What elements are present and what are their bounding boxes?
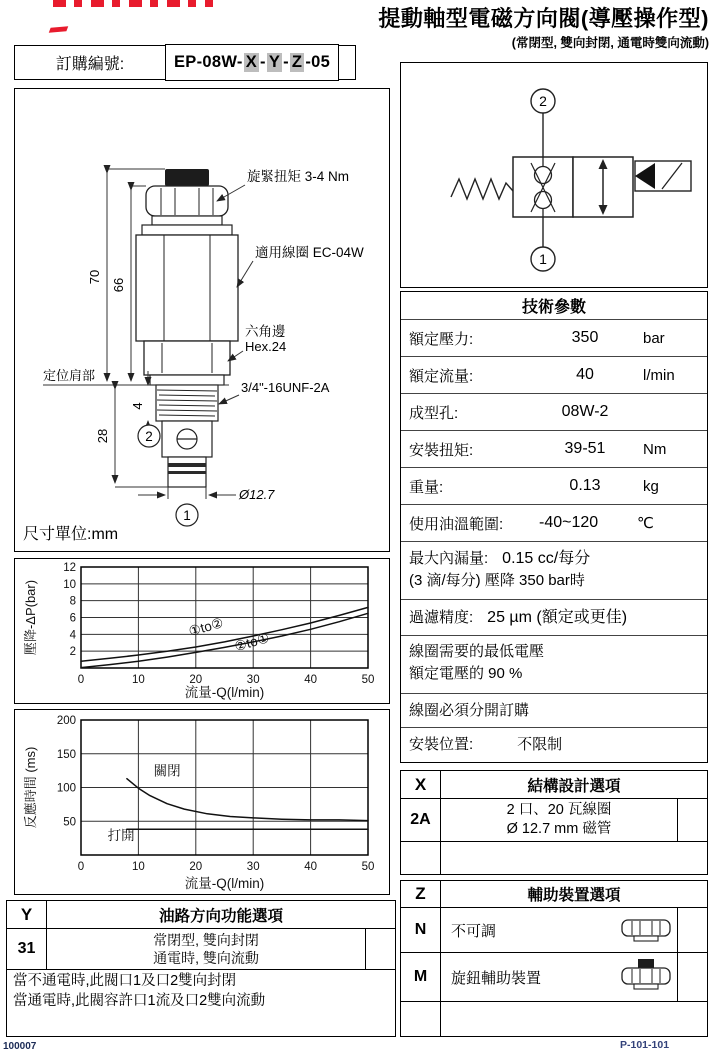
tech-label: 重量:	[409, 478, 444, 496]
y-row-code: 31	[7, 929, 47, 969]
tech-label: 安裝扭矩:	[409, 441, 474, 459]
page-subtitle: (常閉型, 雙向封閉, 通電時雙向流動)	[511, 36, 709, 50]
y-table-note	[7, 969, 395, 1013]
svg-text:200: 200	[56, 715, 76, 727]
order-code-sep2: -	[283, 53, 289, 71]
schematic-port-2: 2	[539, 93, 547, 109]
z-row-n-code: N	[401, 908, 441, 952]
leak-value: 0.15 cc/每分	[502, 550, 591, 567]
svg-text:50: 50	[361, 861, 375, 873]
tech-row-leakage	[401, 541, 707, 599]
order-code-z: Z	[291, 53, 303, 71]
footer-right-fragment	[620, 1035, 710, 1051]
svg-text:30: 30	[246, 861, 260, 873]
spring-symbol	[451, 179, 513, 199]
order-code-x: X	[245, 53, 258, 71]
y-row-tail-cell	[365, 929, 395, 969]
svg-text:關閉: 關閉	[153, 763, 181, 779]
tech-value: 0.13	[569, 477, 601, 494]
z-row-n-tail	[677, 908, 707, 952]
svg-text:壓降-ΔP(bar): 壓降-ΔP(bar)	[23, 579, 38, 656]
response-time-chart-box	[14, 709, 390, 895]
tech-row-coil-order	[401, 693, 707, 727]
tech-label: 額定壓力:	[409, 330, 474, 348]
hex-label: 六角邊	[245, 324, 286, 339]
mount-label: 安裝位置:	[409, 735, 474, 753]
svg-text:0: 0	[77, 861, 85, 873]
footer-left-fragment	[3, 1036, 113, 1052]
footer-right-text: P-101-101	[620, 1039, 670, 1051]
order-number-box	[14, 45, 356, 80]
x-table-title: 結構設計選項	[527, 777, 621, 795]
x-table-row-2a	[401, 798, 707, 841]
filter-value: 25 µm (額定或更佳)	[487, 608, 628, 626]
svg-text:8: 8	[69, 595, 76, 608]
valve-schematic	[401, 63, 706, 285]
svg-text:40: 40	[304, 674, 317, 686]
z-row-m-tail	[677, 953, 707, 1001]
svg-text:30: 30	[246, 674, 260, 686]
pressure-drop-chart-box	[14, 558, 390, 704]
svg-text:40: 40	[304, 861, 317, 873]
x-row-description	[441, 799, 677, 841]
x-row-line1: 2 口、20 瓦線圈	[506, 802, 612, 819]
z-table-code: Z	[401, 881, 441, 907]
voltage-line2: 額定電壓的 90 %	[409, 664, 523, 682]
order-code-y: Y	[268, 53, 281, 71]
page-title: 提動軸型電磁方向閥(導壓操作型)	[378, 6, 709, 31]
tech-value: 40	[576, 366, 594, 383]
svg-text:10: 10	[132, 674, 145, 686]
torque-label: 旋緊扭矩 3-4 Nm	[247, 169, 350, 184]
x-table-code: X	[401, 771, 441, 798]
svg-text:①to②: ①to②	[186, 614, 226, 640]
footer-left-text: 100007	[3, 1041, 37, 1052]
z-row-n-content	[441, 908, 677, 952]
x-option-table	[400, 770, 708, 875]
y-row-line1: 常閉型, 雙向封閉	[153, 931, 259, 948]
x-empty-code	[401, 842, 441, 874]
z-row-m-content	[441, 953, 677, 1001]
unit-note: 尺寸單位:mm	[23, 526, 119, 543]
svg-text:②to①: ②to①	[232, 630, 272, 655]
y-table-title: 油路方向功能選項	[158, 907, 283, 925]
order-code-prefix: EP-08W-	[174, 53, 243, 71]
dim-28: 28	[95, 428, 110, 444]
svg-text:10: 10	[63, 578, 76, 591]
knob-cap	[165, 169, 209, 186]
y-table-header	[7, 901, 395, 928]
tech-row-temperature	[401, 504, 707, 541]
svg-text:20: 20	[189, 674, 203, 686]
x-table-empty-row	[401, 841, 707, 874]
svg-text:2: 2	[69, 646, 76, 659]
svg-text:100: 100	[56, 782, 76, 795]
voltage-line1: 線圈需要的最低電壓	[409, 643, 545, 660]
tech-unit: Nm	[643, 440, 667, 458]
tech-value: 08W-2	[561, 403, 609, 420]
tech-row-weight	[401, 467, 707, 504]
z-table-header	[401, 881, 707, 907]
drawing-port-2: 2	[145, 429, 153, 444]
knob-icon	[617, 958, 675, 996]
svg-text:6: 6	[69, 612, 76, 625]
z-row-m-label: 旋鈕輔助裝置	[451, 969, 542, 987]
dim-66: 66	[111, 277, 126, 293]
svg-text:50: 50	[361, 674, 375, 686]
shoulder-label: 定位肩部	[43, 368, 96, 383]
schematic-port-1: 1	[539, 251, 547, 267]
svg-text:0: 0	[77, 674, 85, 686]
tech-row-flow	[401, 356, 707, 393]
tech-unit: ℃	[637, 515, 654, 532]
y-table-code: Y	[7, 901, 47, 928]
dim-4: 4	[130, 402, 145, 410]
tech-value: 350	[571, 329, 599, 346]
tech-row-pressure	[401, 319, 707, 356]
tech-unit: kg	[643, 477, 659, 495]
leak-label: 最大內漏量:	[409, 549, 489, 567]
svg-text:4: 4	[69, 629, 76, 642]
dim-diameter: Ø12.7	[239, 487, 275, 502]
tech-row-mounting	[401, 727, 707, 761]
dim-70: 70	[87, 269, 102, 285]
x-row-tail-cell	[677, 799, 707, 841]
thread-label: 3/4"-16UNF-2A	[241, 380, 330, 395]
tech-value: 39-51	[564, 440, 606, 457]
z-row-n-label: 不可調	[451, 922, 497, 940]
z-empty-code	[401, 1002, 441, 1037]
z-table-title: 輔助裝置選項	[527, 887, 621, 904]
mount-value: 不限制	[517, 735, 563, 753]
brand-logo-fragment	[53, 0, 213, 7]
svg-text:12: 12	[63, 562, 76, 574]
tech-params-table	[400, 291, 708, 763]
z-empty-cell	[441, 1002, 707, 1037]
tech-row-voltage	[401, 635, 707, 693]
x-empty-cell	[441, 842, 707, 874]
y-note-line2: 當通電時,此閥容許口1流及口2雙向流動	[13, 992, 266, 1009]
order-number-code	[165, 44, 339, 80]
tech-unit: bar	[643, 329, 665, 347]
tech-unit: l/min	[643, 366, 675, 384]
tech-label: 額定流量:	[409, 367, 474, 385]
z-table-row-m	[401, 952, 707, 1001]
tech-table-title: 技術參數	[521, 299, 586, 316]
svg-text:150: 150	[56, 748, 76, 761]
pressure-drop-chart	[15, 559, 388, 702]
order-code-suffix: -05	[305, 53, 331, 71]
y-option-table	[6, 900, 396, 1037]
coil-label: 適用線圈 EC-04W	[255, 245, 364, 260]
leak-note: (3 滴/每分) 壓降 350 bar時	[409, 572, 585, 590]
svg-text:10: 10	[132, 861, 145, 873]
tech-row-cavity	[401, 393, 707, 430]
hex-size-label: Hex.24	[245, 339, 287, 354]
valve-drawing	[15, 89, 388, 549]
y-row-description	[47, 929, 365, 969]
order-number-label: 訂購編號:	[55, 56, 125, 73]
z-row-m-code: M	[401, 953, 441, 1001]
y-row-line2: 通電時, 雙向流動	[153, 950, 259, 966]
z-table-empty-row	[401, 1001, 707, 1037]
tech-value: -40~120	[539, 514, 599, 531]
tech-label: 使用油溫範圍:	[409, 515, 504, 533]
svg-text:20: 20	[189, 861, 203, 873]
svg-text:反應時間 (ms): 反應時間 (ms)	[23, 746, 38, 829]
svg-text:打開: 打開	[107, 828, 135, 844]
response-time-chart	[15, 710, 388, 893]
y-note-line1: 當不通電時,此閥口1及口2雙向封閉	[13, 973, 237, 989]
page-header	[378, 2, 709, 51]
drawing-port-1: 1	[183, 508, 191, 523]
svg-text:流量-Q(l/min): 流量-Q(l/min)	[184, 876, 265, 891]
svg-text:流量-Q(l/min): 流量-Q(l/min)	[184, 685, 265, 700]
filter-label: 過濾精度:	[409, 608, 474, 626]
tech-row-filtration	[401, 599, 707, 635]
schematic-box	[400, 62, 708, 288]
svg-text:50: 50	[63, 816, 76, 829]
x-row-line2: Ø 12.7 mm 磁管	[506, 821, 612, 837]
brand-logo-dash	[49, 26, 69, 32]
order-code-sep1: -	[260, 53, 266, 71]
coil-order-note: 線圈必須分開訂購	[409, 701, 530, 719]
y-table-row-31	[7, 928, 395, 969]
x-row-code: 2A	[401, 799, 441, 841]
x-table-header	[401, 771, 707, 798]
tech-label: 成型孔:	[409, 404, 459, 422]
hex-nut-icon	[617, 915, 675, 945]
z-option-table	[400, 880, 708, 1037]
dimension-drawing-box	[14, 88, 390, 552]
z-table-row-n	[401, 907, 707, 952]
tech-row-torque	[401, 430, 707, 467]
